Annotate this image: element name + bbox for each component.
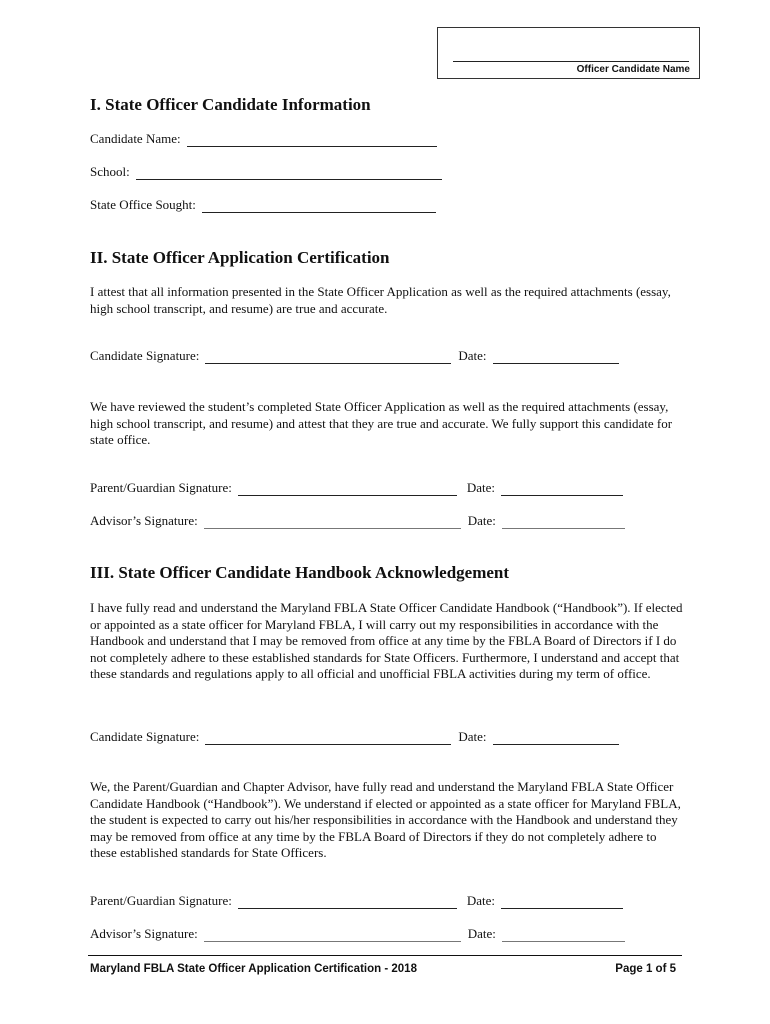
school-row <box>90 164 442 180</box>
school-field[interactable] <box>136 166 442 180</box>
date-label: Date: <box>467 513 496 528</box>
footer-divider <box>88 955 682 956</box>
handbook-candidate-signature-field[interactable] <box>205 731 451 745</box>
candidate-signature-label: Candidate Signature: <box>90 729 200 744</box>
officer-candidate-name-box <box>437 27 700 79</box>
school-label: School: <box>90 164 130 179</box>
handbook-advisor-date-field[interactable] <box>502 928 625 942</box>
footer-title: Maryland FBLA State Officer Application Certification - 2018 <box>90 963 417 975</box>
candidate-name-label: Candidate Name: <box>90 131 181 146</box>
date-label: Date: <box>458 348 487 363</box>
officer-candidate-name-field[interactable] <box>453 61 689 62</box>
candidate-name-row <box>90 131 437 147</box>
review-paragraph: We have reviewed the student’s completed State Officer Application as well as the required attachments (essay, high school transcript, and resume) and attest that they are true and accurate. We fully support this candidate for state office. <box>90 399 673 447</box>
handbook-candidate-date-field[interactable] <box>493 731 619 745</box>
advisor-signature-row-1 <box>90 513 625 529</box>
date-label: Date: <box>466 480 496 495</box>
candidate-name-field[interactable] <box>187 133 437 147</box>
section-1-heading: I. State Officer Candidate Information <box>90 95 371 114</box>
office-sought-row <box>90 197 436 213</box>
date-label: Date: <box>458 729 487 744</box>
handbook-parent-signature-field[interactable] <box>238 895 457 909</box>
parent-signature-row-2 <box>90 893 623 909</box>
candidate-signature-row-1 <box>90 348 619 364</box>
handbook-advisor-signature-field[interactable] <box>204 928 461 942</box>
parent-signature-label: Parent/Guardian Signature: <box>90 480 232 495</box>
advisor-signature-label: Advisor’s Signature: <box>90 926 198 941</box>
parent-signature-field[interactable] <box>238 482 457 496</box>
office-sought-label: State Office Sought: <box>90 197 196 212</box>
date-label: Date: <box>466 893 496 908</box>
office-sought-field[interactable] <box>202 199 436 213</box>
attest-paragraph: I attest that all information presented in the State Officer Application as well as the required attachments (essay, high school transcript, and resume) are true and accurate. <box>90 284 671 316</box>
section-3-heading: III. State Officer Candidate Handbook Acknowledgement <box>90 563 510 582</box>
candidate-signature-label: Candidate Signature: <box>90 348 200 363</box>
candidate-signature-field[interactable] <box>205 350 451 364</box>
parent-date-field[interactable] <box>501 482 623 496</box>
guardian-handbook-paragraph: We, the Parent/Guardian and Chapter Advisor, have fully read and understand the Maryland FBLA State Officer Candidate Handbook (“Handbook”). We understand if elected or appointed as a state officer for Maryland FBLA, the student is expected to carry out his/her responsibilities in accordance with the Handbook and understand they may be removed from office at any time by the FBLA Board of Directors if they do not completely adhere to these established standards for State Officers. <box>90 779 681 860</box>
advisor-date-field[interactable] <box>502 515 625 529</box>
candidate-date-field[interactable] <box>493 350 619 364</box>
handbook-parent-date-field[interactable] <box>501 895 623 909</box>
advisor-signature-label: Advisor’s Signature: <box>90 513 198 528</box>
candidate-signature-row-2 <box>90 729 619 745</box>
officer-candidate-name-caption: Officer Candidate Name <box>576 64 690 75</box>
section-2-heading: II. State Officer Application Certification <box>90 248 390 267</box>
parent-signature-row-1 <box>90 480 623 496</box>
date-label: Date: <box>467 926 496 941</box>
parent-signature-label: Parent/Guardian Signature: <box>90 893 232 908</box>
candidate-handbook-paragraph: I have fully read and understand the Maryland FBLA State Officer Candidate Handbook (“Handbook”). If elected or appointed as a state officer for Maryland FBLA, I will carry out my responsibilities in accordance with the Handbook and understand that I may be removed from office at any time by the FBLA Board of Directors if I do not completely adhere to these established standards for State Officers. Furthermore, I understand and accept that these standards and regulations apply to all official and unofficial FBLA activities during my term of office. <box>90 600 683 681</box>
advisor-signature-field[interactable] <box>204 515 461 529</box>
advisor-signature-row-2 <box>90 926 625 942</box>
page-number: Page 1 of 5 <box>615 963 676 975</box>
